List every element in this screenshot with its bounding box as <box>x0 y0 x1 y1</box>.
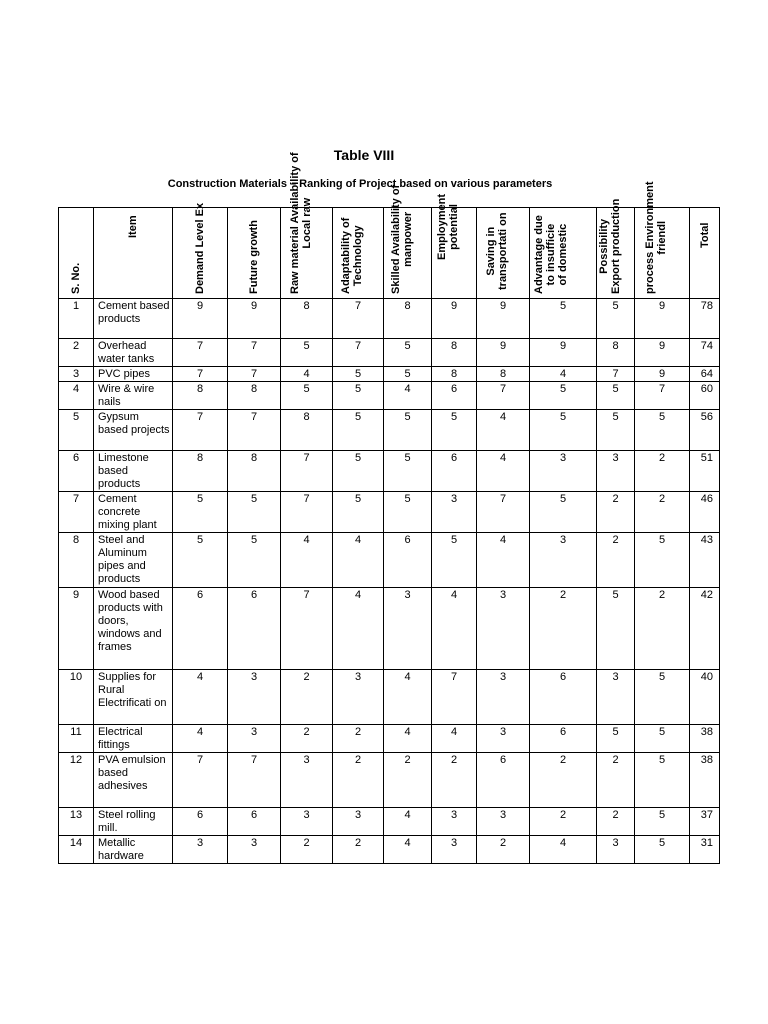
row-score: 5 <box>333 451 384 492</box>
row-score: 3 <box>281 753 333 808</box>
row-score: 4 <box>173 725 228 753</box>
table-row <box>59 533 720 588</box>
row-score: 8 <box>281 299 333 339</box>
row-item: Electrical fittings <box>94 725 173 753</box>
row-sno: 6 <box>59 451 94 492</box>
table-row <box>59 836 720 864</box>
row-score: 5 <box>530 410 597 451</box>
row-score: 4 <box>432 725 477 753</box>
row-score: 9 <box>432 299 477 339</box>
row-score: 4 <box>384 382 432 410</box>
row-score: 5 <box>530 492 597 533</box>
row-sno: 2 <box>59 339 94 367</box>
row-total: 31 <box>690 836 720 864</box>
row-score: 6 <box>173 808 228 836</box>
row-score: 4 <box>477 410 530 451</box>
row-score: 3 <box>228 670 281 725</box>
row-sno: 7 <box>59 492 94 533</box>
row-score: 5 <box>597 588 635 670</box>
row-score: 5 <box>384 492 432 533</box>
row-score: 5 <box>635 808 690 836</box>
row-score: 6 <box>530 725 597 753</box>
row-total: 56 <box>690 410 720 451</box>
row-score: 5 <box>228 533 281 588</box>
row-score: 7 <box>173 753 228 808</box>
header-manpower: Skilled Availability of manpower <box>384 208 432 299</box>
row-total: 64 <box>690 367 720 382</box>
row-item: Wire & wire nails <box>94 382 173 410</box>
row-score: 6 <box>477 753 530 808</box>
header-advantage: Advantage due to insufficie of domestic <box>530 208 597 299</box>
row-item: Overhead water tanks <box>94 339 173 367</box>
row-score: 3 <box>333 670 384 725</box>
row-score: 5 <box>173 492 228 533</box>
row-score: 3 <box>384 588 432 670</box>
row-score: 7 <box>228 753 281 808</box>
row-score: 2 <box>530 753 597 808</box>
row-score: 5 <box>228 492 281 533</box>
row-score: 2 <box>597 533 635 588</box>
row-score: 5 <box>173 533 228 588</box>
row-item: Metallic hardware <box>94 836 173 864</box>
row-score: 2 <box>432 753 477 808</box>
header-item: Item <box>94 208 173 299</box>
row-score: 2 <box>333 753 384 808</box>
row-score: 8 <box>281 410 333 451</box>
row-score: 4 <box>477 451 530 492</box>
header-adapt: Adaptability of Technology <box>333 208 384 299</box>
table-row <box>59 382 720 410</box>
row-score: 7 <box>173 367 228 382</box>
row-total: 40 <box>690 670 720 725</box>
row-total: 74 <box>690 339 720 367</box>
row-score: 9 <box>530 339 597 367</box>
row-score: 7 <box>228 339 281 367</box>
header-future: Future growth <box>228 208 281 299</box>
row-score: 4 <box>281 533 333 588</box>
row-item: Wood based products with doors, windows and frames <box>94 588 173 670</box>
table-row <box>59 725 720 753</box>
row-score: 6 <box>228 588 281 670</box>
table-row <box>59 753 720 808</box>
row-score: 3 <box>333 808 384 836</box>
row-sno: 1 <box>59 299 94 339</box>
row-score: 5 <box>333 410 384 451</box>
row-score: 6 <box>228 808 281 836</box>
row-total: 38 <box>690 725 720 753</box>
row-score: 8 <box>477 367 530 382</box>
table-row <box>59 492 720 533</box>
row-score: 5 <box>635 533 690 588</box>
table-row <box>59 410 720 451</box>
header-rawmat: Raw material Availability of Local raw <box>281 208 333 299</box>
row-score: 7 <box>333 299 384 339</box>
row-sno: 14 <box>59 836 94 864</box>
row-total: 60 <box>690 382 720 410</box>
table-row <box>59 588 720 670</box>
row-item: Steel rolling mill. <box>94 808 173 836</box>
row-score: 5 <box>333 382 384 410</box>
row-score: 5 <box>597 382 635 410</box>
row-score: 5 <box>597 410 635 451</box>
row-item: Limestone based products <box>94 451 173 492</box>
row-score: 8 <box>384 299 432 339</box>
row-score: 3 <box>432 808 477 836</box>
row-score: 6 <box>173 588 228 670</box>
row-score: 5 <box>597 299 635 339</box>
row-score: 2 <box>281 725 333 753</box>
row-total: 43 <box>690 533 720 588</box>
row-score: 2 <box>333 725 384 753</box>
row-score: 5 <box>432 533 477 588</box>
row-score: 5 <box>281 382 333 410</box>
row-score: 7 <box>228 410 281 451</box>
row-score: 3 <box>432 836 477 864</box>
row-score: 3 <box>530 451 597 492</box>
table-row <box>59 339 720 367</box>
row-sno: 12 <box>59 753 94 808</box>
table-row <box>59 367 720 382</box>
row-score: 9 <box>477 299 530 339</box>
row-total: 38 <box>690 753 720 808</box>
row-sno: 11 <box>59 725 94 753</box>
row-score: 2 <box>281 670 333 725</box>
row-score: 5 <box>635 670 690 725</box>
row-score: 3 <box>228 725 281 753</box>
row-sno: 5 <box>59 410 94 451</box>
row-score: 5 <box>384 339 432 367</box>
row-score: 2 <box>530 808 597 836</box>
row-score: 8 <box>228 382 281 410</box>
row-score: 3 <box>281 808 333 836</box>
row-score: 7 <box>281 492 333 533</box>
row-score: 4 <box>384 670 432 725</box>
row-score: 5 <box>333 367 384 382</box>
row-score: 7 <box>635 382 690 410</box>
row-score: 7 <box>228 367 281 382</box>
row-score: 3 <box>597 451 635 492</box>
table-subtitle: Construction Materials – Ranking of Project based on various parameters <box>167 178 553 190</box>
row-score: 2 <box>384 753 432 808</box>
row-score: 8 <box>432 367 477 382</box>
row-score: 9 <box>477 339 530 367</box>
header-process: process Environment friendl <box>635 208 690 299</box>
row-score: 4 <box>432 588 477 670</box>
row-score: 2 <box>477 836 530 864</box>
row-score: 5 <box>281 339 333 367</box>
row-score: 2 <box>333 836 384 864</box>
row-score: 7 <box>477 382 530 410</box>
row-score: 3 <box>530 533 597 588</box>
row-score: 5 <box>384 410 432 451</box>
row-item: PVC pipes <box>94 367 173 382</box>
table-title: Table VIII <box>333 147 395 163</box>
row-score: 5 <box>384 451 432 492</box>
row-score: 5 <box>530 382 597 410</box>
row-score: 6 <box>530 670 597 725</box>
row-score: 9 <box>635 367 690 382</box>
row-score: 2 <box>597 808 635 836</box>
header-saving: Saving in transportati on <box>477 208 530 299</box>
row-score: 3 <box>477 588 530 670</box>
row-sno: 9 <box>59 588 94 670</box>
row-total: 42 <box>690 588 720 670</box>
row-score: 7 <box>173 339 228 367</box>
row-total: 51 <box>690 451 720 492</box>
row-score: 9 <box>635 339 690 367</box>
row-score: 8 <box>597 339 635 367</box>
row-sno: 4 <box>59 382 94 410</box>
row-score: 4 <box>281 367 333 382</box>
row-sno: 8 <box>59 533 94 588</box>
row-score: 4 <box>173 670 228 725</box>
row-score: 5 <box>530 299 597 339</box>
row-score: 3 <box>228 836 281 864</box>
row-score: 4 <box>384 808 432 836</box>
table-row <box>59 808 720 836</box>
row-score: 2 <box>635 588 690 670</box>
header-demand: Demand Level Ex <box>173 208 228 299</box>
row-score: 7 <box>281 451 333 492</box>
row-score: 6 <box>384 533 432 588</box>
row-item: Cement based products <box>94 299 173 339</box>
row-score: 5 <box>597 725 635 753</box>
row-item: Gypsum based projects <box>94 410 173 451</box>
row-item: Supplies for Rural Electrificati on <box>94 670 173 725</box>
row-score: 3 <box>477 670 530 725</box>
row-score: 2 <box>597 753 635 808</box>
row-score: 4 <box>333 533 384 588</box>
row-score: 5 <box>635 836 690 864</box>
row-score: 7 <box>432 670 477 725</box>
row-total: 78 <box>690 299 720 339</box>
row-sno: 3 <box>59 367 94 382</box>
row-score: 5 <box>635 410 690 451</box>
row-score: 4 <box>530 836 597 864</box>
row-score: 5 <box>635 725 690 753</box>
header-possibility: Possibility Export production <box>597 208 635 299</box>
row-score: 8 <box>173 382 228 410</box>
row-score: 6 <box>432 382 477 410</box>
row-score: 5 <box>432 410 477 451</box>
row-score: 9 <box>173 299 228 339</box>
row-score: 5 <box>384 367 432 382</box>
row-score: 9 <box>635 299 690 339</box>
row-score: 5 <box>635 753 690 808</box>
row-score: 3 <box>477 808 530 836</box>
header-sno: S. No. <box>59 208 94 299</box>
table-row <box>59 670 720 725</box>
row-score: 9 <box>228 299 281 339</box>
row-score: 7 <box>173 410 228 451</box>
row-score: 4 <box>333 588 384 670</box>
table-body <box>59 299 720 864</box>
row-score: 4 <box>384 836 432 864</box>
row-total: 46 <box>690 492 720 533</box>
row-score: 4 <box>477 533 530 588</box>
header-row <box>59 208 720 299</box>
row-score: 7 <box>597 367 635 382</box>
header-employment: Employment potential <box>432 208 477 299</box>
row-score: 6 <box>432 451 477 492</box>
row-score: 8 <box>173 451 228 492</box>
row-score: 4 <box>384 725 432 753</box>
row-score: 2 <box>597 492 635 533</box>
row-score: 5 <box>333 492 384 533</box>
row-score: 2 <box>635 492 690 533</box>
row-score: 2 <box>281 836 333 864</box>
row-sno: 10 <box>59 670 94 725</box>
row-score: 7 <box>333 339 384 367</box>
table-row <box>59 451 720 492</box>
header-total: Total <box>690 208 720 299</box>
row-score: 3 <box>597 836 635 864</box>
row-score: 3 <box>173 836 228 864</box>
row-score: 8 <box>228 451 281 492</box>
row-item: PVA emulsion based adhesives <box>94 753 173 808</box>
row-item: Cement concrete mixing plant <box>94 492 173 533</box>
row-score: 3 <box>432 492 477 533</box>
row-score: 4 <box>530 367 597 382</box>
row-score: 7 <box>477 492 530 533</box>
row-score: 3 <box>477 725 530 753</box>
table-row <box>59 299 720 339</box>
row-item: Steel and Aluminum pipes and products <box>94 533 173 588</box>
row-score: 3 <box>597 670 635 725</box>
row-score: 2 <box>635 451 690 492</box>
row-total: 37 <box>690 808 720 836</box>
row-score: 8 <box>432 339 477 367</box>
row-score: 7 <box>281 588 333 670</box>
row-score: 2 <box>530 588 597 670</box>
row-sno: 13 <box>59 808 94 836</box>
